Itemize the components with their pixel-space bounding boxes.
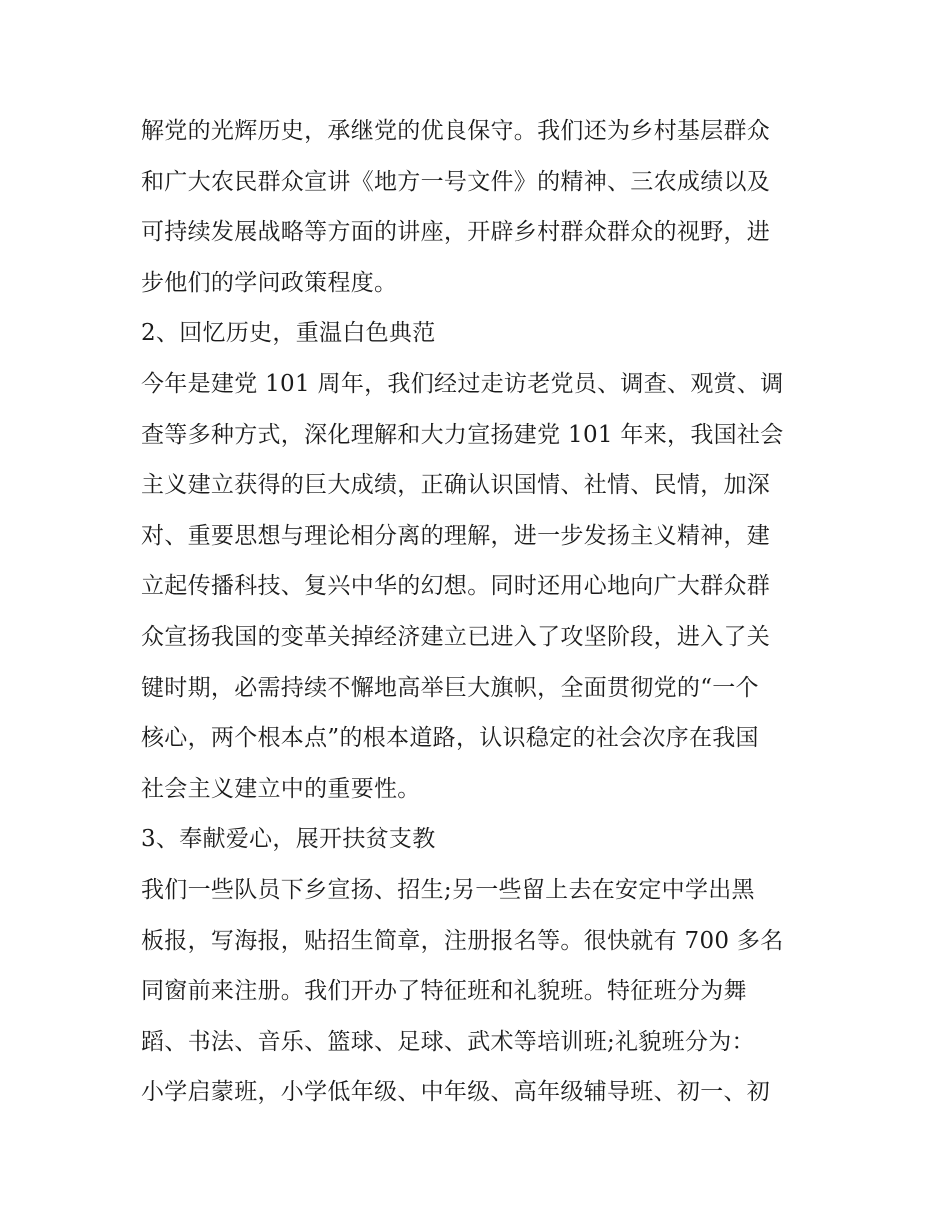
section-heading: 2、回忆历史，重温白色典范 [141, 320, 436, 347]
section-heading: 3、奉献爱心，展开扶贫支教 [141, 826, 436, 853]
text-line: 解党的光辉历史，承继党的优良保守。我们还为乡村基层群众 [141, 118, 771, 144]
text-line: 对、重要思想与理论相分离的理解，进一步发扬主义精神，建 [141, 522, 771, 549]
text-line: 立起传播科技、复兴中华的幻想。同时还用心地向广大群众群 [141, 573, 771, 600]
text-line: 同窗前来注册。我们开办了特征班和礼貌班。特征班分为舞 [141, 978, 747, 1005]
text-line: 众宣扬我国的变革关掉经济建立已进入了攻坚阶段，进入了关 [141, 623, 771, 650]
text-line: 核心，两个根本点”的根本道路，认识稳定的社会次序在我国 [141, 725, 759, 752]
text-line: 社会主义建立中的重要性。 [141, 775, 421, 802]
text-line: 步他们的学问政策程度。 [141, 269, 398, 296]
text-line: 我们一些队员下乡宣扬、招生;另一些留上去在安定中学出黑 [141, 876, 755, 903]
text-line: 可持续发展战略等方面的讲座，开辟乡村群众群众的视野，进 [141, 219, 771, 246]
text-line: 键时期，必需持续不懈地高举巨大旗帜，全面贯彻党的“一个 [141, 674, 759, 701]
text-line: 板报，写海报，贴招生简章，注册报名等。很快就有 700 多名 [141, 927, 784, 954]
text-line: 蹈、书法、音乐、篮球、足球、武术等培训班;礼貌班分为： [141, 1028, 755, 1055]
text-line: 今年是建党 101 周年，我们经过走访老党员、调查、观赏、调 [141, 370, 784, 397]
text-line: 小学启蒙班，小学低年级、中年级、高年级辅导班、初一、初 [141, 1079, 771, 1106]
text-line: 查等多种方式，深化理解和大力宣扬建党 101 年来，我国社会 [141, 421, 784, 448]
text-line: 主义建立获得的巨大成绩，正确认识国情、社情、民情，加深 [141, 472, 771, 499]
document-body [141, 106, 817, 1118]
text-line: 和广大农民群众宣讲《地方一号文件》的精神、三农成绩以及 [141, 168, 771, 195]
